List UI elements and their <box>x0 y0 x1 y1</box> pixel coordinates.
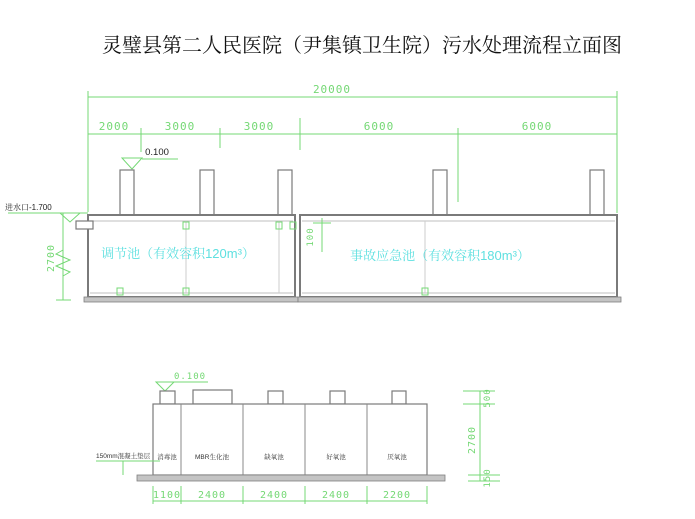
unit-width-dim-3: 2400 <box>259 490 289 501</box>
tank-height-dim-value: 2700 <box>46 243 57 273</box>
unit-width-dim-4: 2400 <box>321 490 351 501</box>
drawing-title: 灵璧县第二人民医院（尹集镇卫生院）污水处理流程立面图 <box>102 35 622 57</box>
inlet-elevation-label: 进水口-1.700 <box>5 203 52 212</box>
overall-dimension-value: 20000 <box>312 83 352 96</box>
elevation-triangle-icon <box>122 158 142 169</box>
lower-elevation-value: 0.100 <box>173 372 207 382</box>
unit-height-dim-1: 500 <box>483 388 493 408</box>
unit-height-dimensions <box>463 388 500 487</box>
unit-roof-stubs <box>160 390 406 404</box>
unit-base-slab <box>137 475 445 481</box>
segment-dim-2: 3000 <box>164 120 196 133</box>
unit-height-dim-3: 150 <box>483 468 493 488</box>
freeboard-dim-value: 100 <box>306 227 316 247</box>
segment-dim-1: 2000 <box>98 120 130 133</box>
segment-dimension-line <box>88 118 617 150</box>
regulating-tank-label: 调节池（有效容积120m³） <box>101 246 255 261</box>
foundation-note-group <box>96 451 160 475</box>
tank-roof-stubs <box>120 170 604 215</box>
unit-width-dim-2: 2400 <box>197 490 227 501</box>
unit-width-dim-5: 2200 <box>382 490 412 501</box>
upper-elevation-marker <box>122 147 178 169</box>
compartment-label-5: 厌氧池 <box>387 454 407 461</box>
treatment-unit-body <box>153 404 427 475</box>
tank1-base-slab <box>84 297 298 302</box>
unit-height-dim-2: 2700 <box>467 425 478 455</box>
upper-elevation-view <box>5 83 621 302</box>
inlet-annotation <box>5 202 93 229</box>
tank-height-dimension <box>46 213 71 300</box>
lower-elevation-view <box>96 372 500 504</box>
lower-elevation-marker <box>156 372 208 391</box>
upper-elevation-value: 0.100 <box>145 147 169 158</box>
overall-dimension-line <box>88 83 617 104</box>
compartment-label-2: MBR生化池 <box>195 454 229 461</box>
lower-elevation-triangle-icon <box>156 382 174 391</box>
compartment-label-1: 消毒池 <box>157 454 177 461</box>
compartment-label-3: 缺氧池 <box>264 454 284 461</box>
segment-dim-5: 6000 <box>521 120 553 133</box>
compartment-label-4: 好氧池 <box>326 454 346 461</box>
inlet-pipe <box>76 221 93 229</box>
tank2-base-slab <box>298 297 621 302</box>
segment-dim-3: 3000 <box>243 120 275 133</box>
foundation-note: 150mm混凝土垫层 <box>96 453 151 460</box>
emergency-tank-label: 事故应急池（有效容积180m³） <box>350 248 530 263</box>
unit-width-dim-1: 1100 <box>152 490 182 501</box>
unit-width-dimensions <box>153 486 427 504</box>
segment-dim-4: 6000 <box>363 120 395 133</box>
